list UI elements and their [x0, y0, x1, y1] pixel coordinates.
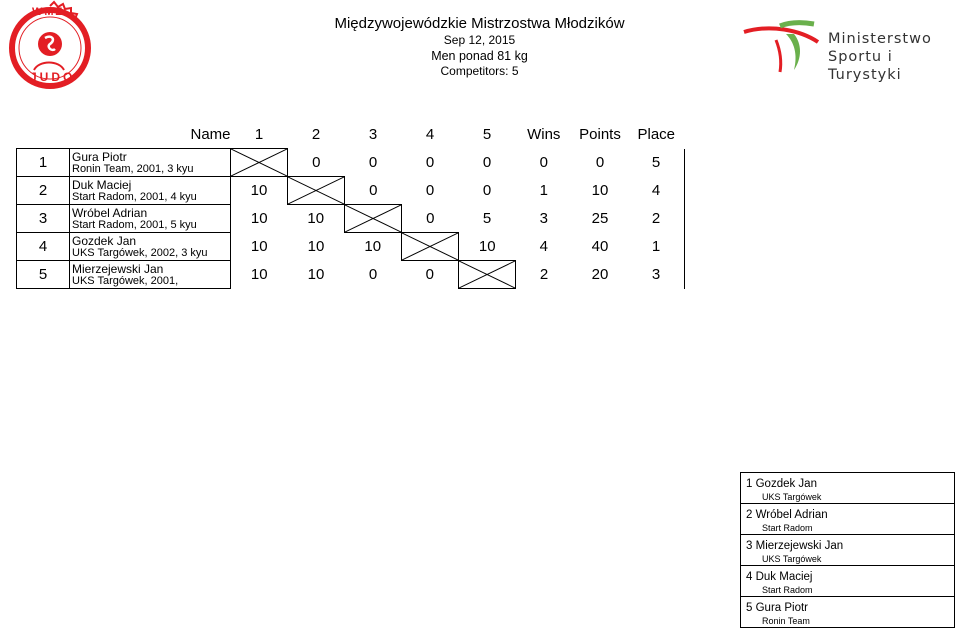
event-title: Międzywojewódzkie Mistrzostwa Młodzików — [334, 15, 625, 32]
header-name-label: Name — [190, 125, 231, 143]
ranking-name: Duk Maciej — [755, 571, 813, 583]
self-match-cross — [345, 205, 402, 233]
header-name — [70, 120, 231, 149]
competitor-name: Wróbel Adrian — [72, 205, 148, 220]
header-col-1: 1 — [254, 125, 264, 143]
ranking-club: UKS Targówek — [762, 492, 822, 502]
row-number: 5 — [17, 261, 70, 289]
header-place: Place — [637, 125, 676, 143]
header — [0, 14, 959, 79]
points-cell: 10 — [591, 182, 609, 199]
self-match-cross — [288, 177, 345, 205]
place-cell: 1 — [628, 233, 685, 261]
competitor-name: Mierzejewski Jan — [72, 261, 164, 276]
match-result: 10 — [250, 210, 268, 227]
place-cell: 5 — [628, 149, 685, 177]
competitor-name: Gura Piotr — [72, 149, 127, 164]
match-result: 0 — [368, 154, 378, 171]
cross-icon — [402, 233, 458, 260]
logo-text-top: WMZ — [32, 6, 65, 18]
points-cell: 20 — [591, 266, 609, 283]
competitor-name: Duk Maciej — [72, 177, 132, 192]
ranking-position: 2 — [746, 509, 753, 521]
competitor-cell — [70, 149, 231, 177]
competitor-club: Start Radom, 2001, 4 kyu — [72, 190, 197, 203]
ranking-body — [741, 473, 955, 628]
ranking-row — [741, 597, 955, 628]
place-cell: 2 — [628, 205, 685, 233]
points-cell: 25 — [591, 210, 609, 227]
header-col-3: 3 — [368, 125, 378, 143]
points-cell: 40 — [591, 238, 609, 255]
match-result: 0 — [425, 182, 435, 199]
weight-category: Men ponad 81 kg — [431, 49, 528, 63]
header-col-4: 4 — [425, 125, 435, 143]
header-col-5: 5 — [482, 125, 492, 143]
ranking-entry — [741, 597, 955, 628]
ranking-name: Gura Piotr — [755, 602, 809, 614]
ranking-row — [741, 504, 955, 535]
competitor-cell — [70, 177, 231, 205]
ranking-club: UKS Targówek — [762, 554, 822, 564]
ranking-name: Gozdek Jan — [755, 478, 817, 490]
competitor-cell — [70, 233, 231, 261]
row-number: 3 — [17, 205, 70, 233]
competitor-cell — [70, 205, 231, 233]
ministry-line1: Ministerstwo — [828, 31, 932, 47]
header-blank — [17, 120, 70, 149]
match-result: 0 — [368, 266, 378, 283]
ranking-row — [741, 473, 955, 504]
ranking-name: Mierzejewski Jan — [755, 540, 844, 552]
match-result: 10 — [250, 266, 268, 283]
ranking-entry — [741, 473, 955, 504]
wins-cell: 4 — [539, 238, 548, 255]
ranking-position: 3 — [746, 540, 753, 552]
cross-icon — [288, 177, 344, 204]
event-date: Sep 12, 2015 — [443, 33, 516, 47]
row-number: 1 — [17, 149, 70, 177]
cross-icon — [231, 149, 287, 176]
ranking-entry — [741, 535, 955, 566]
match-result: 10 — [250, 238, 268, 255]
header-col-2: 2 — [311, 125, 321, 143]
ranking-club: Ronin Team — [762, 616, 810, 626]
ranking-club: Start Radom — [762, 523, 813, 533]
ranking-entry — [741, 566, 955, 597]
ministry-line2: Sportu i Turystyki — [828, 49, 902, 83]
wins-cell: 2 — [539, 266, 549, 283]
match-result: 0 — [482, 182, 492, 199]
cross-icon — [459, 261, 515, 288]
match-result: 0 — [426, 209, 435, 227]
points-cell: 0 — [595, 154, 605, 171]
match-result: 5 — [482, 210, 492, 227]
competitors-count: Competitors: 5 — [440, 64, 519, 78]
results-table — [16, 120, 685, 289]
place-cell: 3 — [628, 261, 685, 289]
row-number: 4 — [17, 233, 70, 261]
ranking-position: 5 — [746, 602, 753, 614]
match-result: 0 — [425, 154, 435, 171]
header-wins: Wins — [527, 125, 561, 143]
ranking-name: Wróbel Adrian — [755, 509, 828, 521]
final-ranking — [740, 472, 955, 628]
competitor-club: Ronin Team, 2001, 3 kyu — [72, 162, 194, 175]
ranking-entry — [741, 504, 955, 535]
match-result: 10 — [364, 238, 382, 256]
ranking-row — [741, 535, 955, 566]
ranking-row — [741, 566, 955, 597]
logo-text-bottom: JUDO — [30, 70, 76, 84]
table-row — [17, 149, 685, 177]
table-row — [17, 205, 685, 233]
table-body — [17, 149, 685, 289]
ranking-position: 1 — [746, 478, 753, 490]
competitor-cell — [70, 261, 231, 289]
wins-cell: 0 — [539, 154, 548, 171]
match-result: 10 — [307, 210, 325, 228]
wins-cell: 1 — [539, 182, 548, 199]
match-result: 0 — [369, 181, 378, 199]
self-match-cross — [231, 149, 288, 177]
match-result: 10 — [478, 237, 496, 255]
competitor-club: Start Radom, 2001, 5 kyu — [72, 218, 197, 231]
table-row — [17, 177, 685, 205]
match-result: 0 — [425, 266, 434, 284]
table-row — [17, 261, 685, 289]
match-result: 10 — [250, 182, 268, 200]
row-number: 2 — [17, 177, 70, 205]
header-points: Points — [579, 125, 621, 143]
match-result: 0 — [312, 153, 321, 171]
competitor-name: Gozdek Jan — [72, 233, 137, 248]
ranking-position: 4 — [746, 571, 753, 583]
table-header-row — [17, 120, 685, 149]
ranking-club: Start Radom — [762, 585, 813, 595]
table-row — [17, 233, 685, 261]
wins-cell: 3 — [539, 210, 548, 227]
self-match-cross — [459, 261, 516, 289]
competitor-club: UKS Targówek, 2002, 3 kyu — [72, 246, 208, 259]
self-match-cross — [402, 233, 459, 261]
cross-icon — [345, 205, 401, 232]
match-result: 0 — [482, 154, 492, 171]
competitor-club: UKS Targówek, 2001, — [72, 274, 179, 287]
place-cell: 4 — [628, 177, 685, 205]
match-result: 10 — [307, 266, 325, 283]
match-result: 10 — [307, 238, 325, 255]
